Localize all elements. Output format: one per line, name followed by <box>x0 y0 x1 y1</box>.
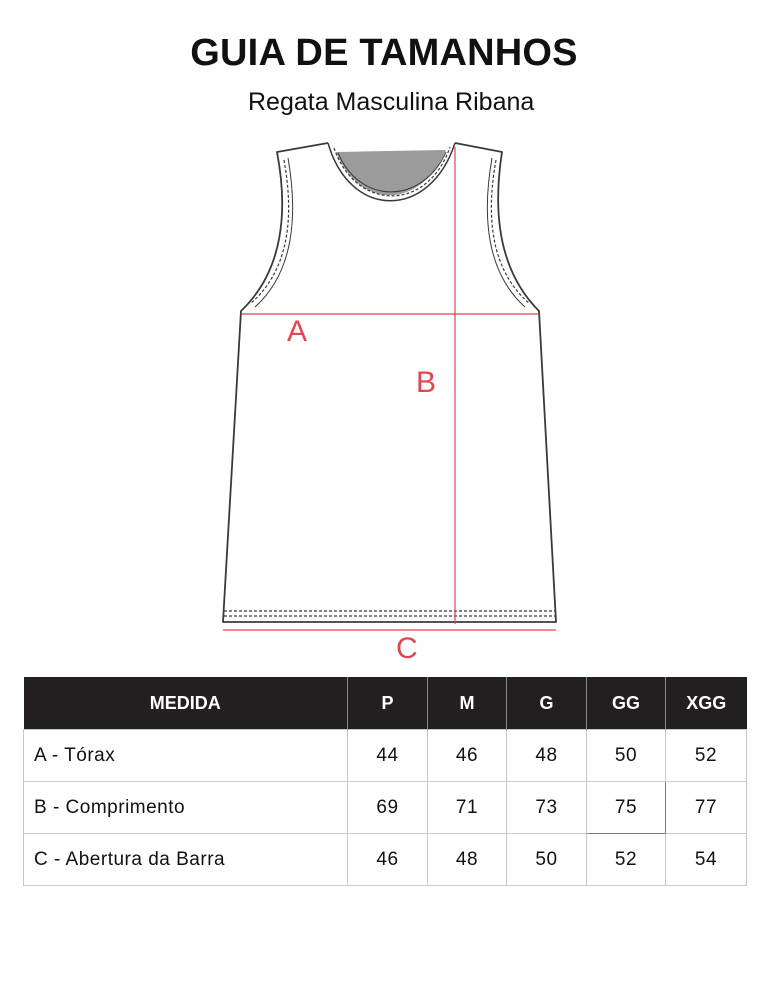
table-cell: 46 <box>428 730 507 782</box>
size-table <box>23 677 747 886</box>
table-cell: 73 <box>507 782 587 834</box>
table-cell: 50 <box>507 834 587 886</box>
table-cell: 50 <box>587 730 666 782</box>
header-size-p: P <box>348 677 428 730</box>
measure-label-c: C <box>396 632 418 665</box>
row-label: C - Abertura da Barra <box>24 834 348 886</box>
table-header-row <box>24 677 747 730</box>
collar-inner <box>336 150 446 195</box>
table-cell: 77 <box>666 782 747 834</box>
left-armhole-stitch <box>250 160 289 304</box>
header-size-g: G <box>507 677 587 730</box>
table-cell: 48 <box>428 834 507 886</box>
table-cell: 52 <box>587 834 666 886</box>
table-cell: 71 <box>428 782 507 834</box>
table-cell: 69 <box>348 782 428 834</box>
header-size-m: M <box>428 677 507 730</box>
right-armhole-stitch <box>491 160 530 304</box>
table-cell: 52 <box>666 730 747 782</box>
row-label: B - Comprimento <box>24 782 348 834</box>
garment-outline <box>223 143 556 622</box>
table-cell: 44 <box>348 730 428 782</box>
page-title: GUIA DE TAMANHOS <box>190 32 578 74</box>
table-cell: 75 <box>587 782 666 834</box>
table-cell: 48 <box>507 730 587 782</box>
table-cell: 46 <box>348 834 428 886</box>
product-subtitle: Regata Masculina Ribana <box>248 88 535 116</box>
table-cell: 54 <box>666 834 747 886</box>
header-size-xgg: XGG <box>666 677 747 730</box>
header-size-gg: GG <box>587 677 666 730</box>
tank-top-diagram <box>0 130 768 670</box>
row-label: A - Tórax <box>24 730 348 782</box>
measure-label-a: A <box>287 315 308 348</box>
header-medida: MEDIDA <box>24 677 348 730</box>
table-row <box>24 782 747 834</box>
table-row <box>24 834 747 886</box>
table-row <box>24 730 747 782</box>
measure-label-b: B <box>416 366 437 399</box>
